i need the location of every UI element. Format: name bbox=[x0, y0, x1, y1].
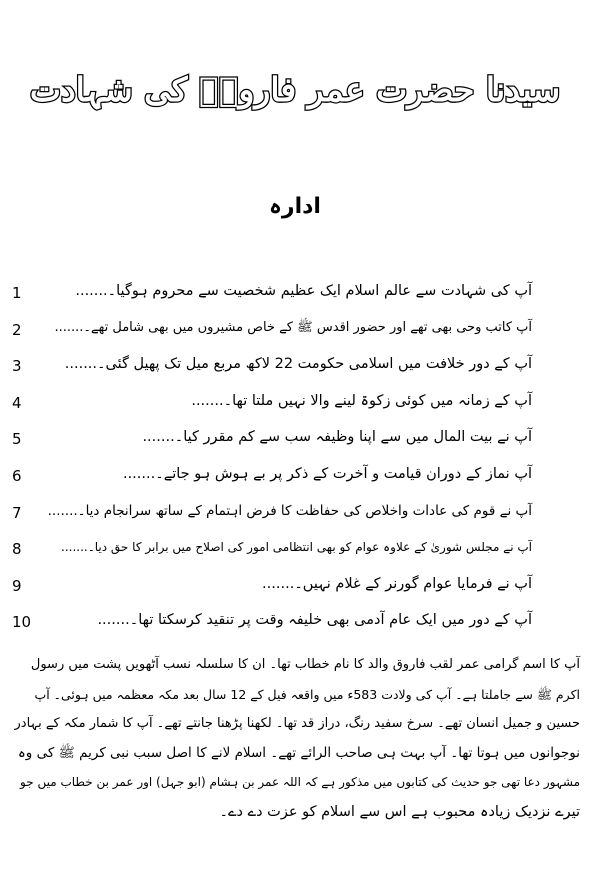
leader-dots: ....... bbox=[142, 429, 175, 446]
leader-dots: ....... bbox=[64, 356, 98, 373]
article-title-text: سیدنا حضرت عمر فاروقؓ کی شہادت bbox=[29, 69, 561, 109]
item-text: آپ کے دور خلافت میں اسلامی حکومت 22 لاکھ مربع میل تک پھیل گئی۔....... bbox=[64, 356, 532, 373]
item-text: آپ کے زمانہ میں کوئی زکوۃ لینے والا نہیں ملتا تھا۔....... bbox=[191, 392, 532, 409]
list-item bbox=[12, 314, 532, 351]
item-number: 7 bbox=[12, 503, 22, 522]
leader-dots: ....... bbox=[54, 319, 84, 335]
item-text: آپ نے فرمایا عوام گورنر کے غلام نہیں۔....... bbox=[262, 575, 532, 592]
list-item bbox=[12, 350, 532, 387]
leader-dots: ....... bbox=[75, 283, 108, 299]
item-text: آپ کاتب وحی بھی تھے اور حضور اقدس ﷺ کے خاص مشیروں میں بھی شامل تھے۔....... bbox=[54, 319, 532, 335]
list-item bbox=[12, 570, 532, 607]
paragraph-line: مشہور دعا تھی جو حدیث کی کتابوں میں مذکور ہے کہ اللہ عمر بن ہشام (ابو جہل) اور عمر بن خطاب میں جو bbox=[20, 775, 580, 790]
item-number: 8 bbox=[12, 540, 22, 559]
list-item bbox=[12, 277, 532, 314]
biography-paragraph bbox=[14, 650, 580, 828]
item-text: آپ نے مجلس شوریٰ کے علاوہ عوام کو بھی انتظامی امور کی اصلاح میں برابر کا حق دیا۔....... bbox=[61, 540, 532, 555]
list-item bbox=[12, 497, 532, 534]
item-text: آپ کی شہادت سے عالم اسلام ایک عظیم شخصیت سے محروم ہوگیا۔....... bbox=[75, 283, 532, 299]
item-text: آپ نماز کے دوران قیامت و آخرت کے ذکر پر بے ہوش ہو جاتے۔....... bbox=[122, 465, 532, 482]
item-text: آپ نے قوم کی عادات واخلاص کی حفاظت کا فرض اہتمام کے ساتھ سرانجام دیا۔....... bbox=[47, 502, 532, 519]
paragraph-line: اکرم ﷺ سے جاملتا ہے۔ آپ کی ولادت 583ء میں واقعہ فیل کے 12 سال بعد مکہ معظمہ میں ہوئی۔ آپ bbox=[34, 686, 580, 702]
paragraph-line: تیرے نزدیک زیادہ محبوب ہے اس سے اسلام کو عزت دے دے۔ bbox=[219, 803, 580, 820]
leader-dots: ....... bbox=[191, 392, 224, 409]
list-item bbox=[12, 606, 532, 643]
item-number: 5 bbox=[12, 430, 22, 449]
item-number: 4 bbox=[12, 393, 22, 412]
leader-dots: ....... bbox=[97, 612, 130, 629]
item-number: 9 bbox=[12, 576, 22, 595]
paragraph-line: آپ کا اسم گرامی عمر لقب فاروق والد کا نام خطاب تھا۔ ان کا سلسلہ نسب آٹھویں پشت میں رسول bbox=[30, 657, 580, 672]
author-name: ادارہ bbox=[269, 194, 321, 219]
leader-dots: ....... bbox=[47, 502, 78, 519]
item-number: 3 bbox=[12, 357, 22, 376]
leader-dots: ....... bbox=[61, 540, 88, 555]
list-item bbox=[12, 460, 532, 497]
item-number: 1 bbox=[12, 284, 22, 302]
paragraph-line: حسین و جمیل انسان تھے۔ سرخ سفید رنگ، دراز قد تھا۔ لکھنا پڑھنا جانتے تھے۔ آپ کا شمار مکہ کے بہادر bbox=[14, 716, 580, 732]
item-number: 6 bbox=[12, 466, 22, 485]
list-item bbox=[12, 533, 532, 570]
item-number: 2 bbox=[12, 320, 22, 339]
item-number: 10 bbox=[12, 613, 32, 632]
leader-dots: ....... bbox=[122, 465, 156, 482]
article-title bbox=[20, 44, 570, 134]
item-text: آپ نے بیت المال میں سے اپنا وظیفہ سب سے کم مقرر کیا۔....... bbox=[142, 429, 532, 446]
paragraph-line: نوجوانوں میں ہوتا تھا۔ آپ بہت ہی صاحب الرائے تھے۔ اسلام لانے کا اصل سبب نبی کریم ﷺ کی وہ bbox=[17, 744, 580, 761]
list-item bbox=[12, 387, 532, 424]
item-text: آپ کے دور میں ایک عام آدمی بھی خلیفہ وقت پر تنقید کرسکتا تھا۔....... bbox=[97, 612, 532, 629]
numbered-list bbox=[12, 277, 532, 643]
list-item bbox=[12, 423, 532, 460]
leader-dots: ....... bbox=[262, 575, 295, 592]
